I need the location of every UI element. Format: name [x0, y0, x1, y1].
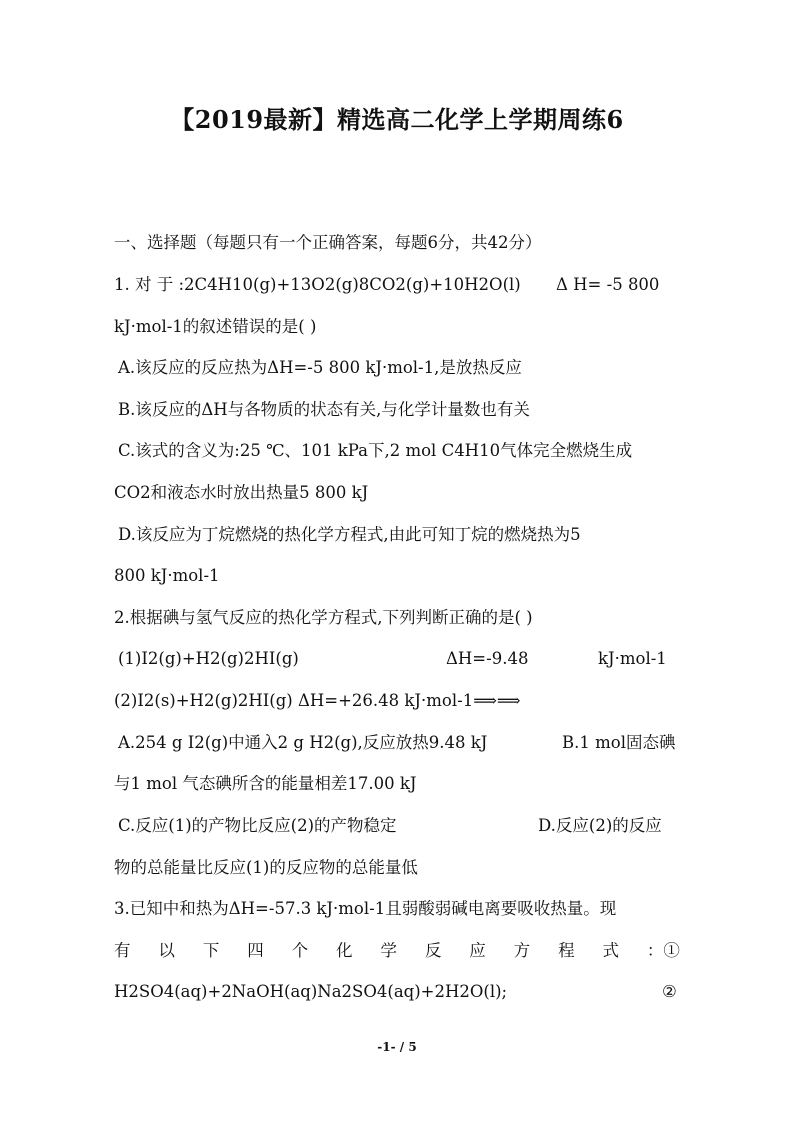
- q3-word: ：①: [646, 941, 680, 960]
- page-title: 【2019最新】精选高二化学上学期周练6: [170, 105, 624, 134]
- q3-word: 学: [380, 941, 397, 960]
- page-number: -1- / 5: [377, 1040, 417, 1054]
- q3-word: 以: [158, 941, 175, 960]
- q2-equation-1-enthalpy: ΔH=-9.48: [446, 649, 529, 668]
- q2-option-a: A.254 g I2(g)中通入2 g H2(g),反应放热9.48 kJ: [118, 733, 488, 752]
- q2-option-d-line2: 物的总能量比反应(1)的反应物的总能量低: [114, 858, 418, 877]
- q3-word: 方: [513, 941, 531, 960]
- q1-option-d-line1: D.该反应为丁烷燃烧的热化学方程式,由此可知丁烷的燃烧热为5: [118, 525, 581, 544]
- q1-option-b: B.该反应的ΔH与各物质的状态有关,与化学计量数也有关: [118, 400, 530, 419]
- q2-stem: 2.根据碘与氢气反应的热化学方程式,下列判断正确的是( ): [114, 608, 533, 627]
- q3-word: 个: [291, 941, 309, 960]
- q1-option-d-line2: 800 kJ·mol-1: [114, 566, 220, 585]
- q2-equation-1: (1)I2(g)+H2(g)2HI(g): [118, 649, 299, 668]
- section-heading: 一、选择题（每题只有一个正确答案，每题6分，共42分）: [114, 233, 542, 252]
- q2-option-b-line1: B.1 mol固态碘: [562, 733, 676, 752]
- q3-word: 化: [336, 941, 353, 960]
- q2-option-c: C.反应(1)的产物比反应(2)的产物稳定: [118, 816, 397, 835]
- q3-word: 四: [247, 941, 264, 960]
- q1-stem-line2: kJ·mol-1的叙述错误的是( ): [114, 317, 317, 336]
- q3-word: 程: [558, 941, 575, 960]
- q2-equation-2: (2)I2(s)+H2(g)2HI(g) ΔH=+26.48 kJ·mol-1⟹⟹: [114, 691, 521, 710]
- q1-option-a: A.该反应的反应热为ΔH=-5 800 kJ·mol-1,是放热反应: [118, 358, 522, 377]
- q3-stem-line2: [114, 940, 680, 962]
- q1-option-c-line1: C.该式的含义为:25 ℃、101 kPa下,2 mol C4H10气体完全燃烧生成: [118, 441, 633, 460]
- q3-word: 式: [602, 941, 619, 960]
- q3-equation-1: H2SO4(aq)+2NaOH(aq)Na2SO4(aq)+2H2O(l);: [114, 982, 508, 1001]
- q1-option-c-line2: CO2和液态水时放出热量5 800 kJ: [114, 483, 369, 502]
- q3-word: 下: [202, 941, 220, 960]
- q3-marker-2: ②: [662, 982, 677, 1001]
- q1-stem-enthalpy: Δ H= -5 800: [556, 275, 660, 294]
- q3-word: 有: [114, 941, 131, 960]
- q2-option-b-line2: 与1 mol 气态碘所含的能量相差17.00 kJ: [114, 774, 417, 793]
- q2-option-d-line1: D.反应(2)的反应: [538, 816, 662, 835]
- q2-equation-1-unit: kJ·mol-1: [598, 649, 667, 668]
- q3-word: 应: [469, 941, 486, 960]
- q1-stem-line1: 1. 对 于 :2C4H10(g)+13O2(g)8CO2(g)+10H2O(l): [114, 275, 521, 294]
- q3-word: 反: [424, 941, 442, 960]
- q3-stem-line1: 3.已知中和热为ΔH=-57.3 kJ·mol-1且弱酸弱碱电离要吸收热量。现: [114, 899, 617, 918]
